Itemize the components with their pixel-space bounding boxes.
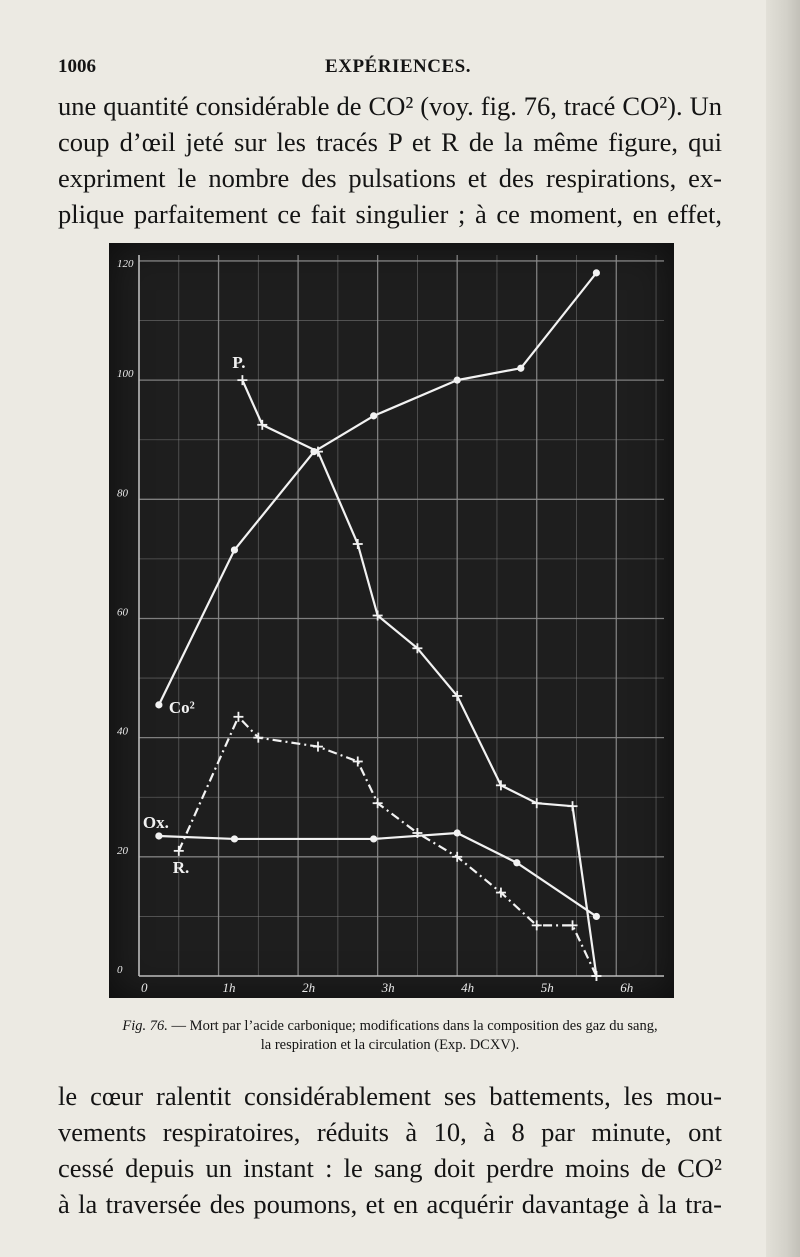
chart <box>109 243 674 998</box>
data-point <box>496 780 506 790</box>
paragraph-top <box>58 88 722 232</box>
data-point <box>454 377 461 384</box>
y-tick-label: 20 <box>117 844 128 857</box>
x-tick-label: 5h <box>540 980 554 995</box>
y-tick-label: 100 <box>117 368 134 381</box>
data-point <box>517 365 524 372</box>
data-point <box>593 913 600 920</box>
data-point <box>313 742 323 752</box>
figure-caption <box>70 1017 710 1055</box>
text-line: coup d’œil jeté sur les tracés P et R de la même figure, qui <box>58 127 722 157</box>
data-point <box>233 712 243 722</box>
data-point <box>370 412 377 419</box>
data-point <box>370 835 377 842</box>
running-head: EXPÉRIENCES. <box>325 56 471 77</box>
data-point <box>155 701 162 708</box>
data-point <box>231 546 238 553</box>
page-header <box>58 56 738 86</box>
x-tick-label: 6h <box>620 980 634 995</box>
caption-text: — Mort par l’acide carbonique; modifications dans la composition des gaz du sang, <box>171 1018 658 1034</box>
x-tick-label: 2h <box>302 980 316 995</box>
data-point <box>155 832 162 839</box>
series-line <box>179 717 597 976</box>
data-point <box>568 801 578 811</box>
page-number: 1006 <box>58 56 96 77</box>
data-point <box>591 971 601 981</box>
page-edge-shadow <box>766 0 800 1257</box>
x-tick-label: 4h <box>461 980 475 995</box>
text-line: expriment le nombre des pulsations et des respirations, ex- <box>58 163 722 193</box>
data-point <box>568 920 578 930</box>
y-tick-label: 60 <box>117 606 128 619</box>
paragraph-bottom <box>58 1078 722 1222</box>
data-point <box>593 269 600 276</box>
data-point <box>257 420 267 430</box>
series-label: Ox. <box>142 812 169 832</box>
text-line: à la traversée des poumons, et en acquérir davantage à la tra- <box>58 1189 722 1219</box>
data-point <box>174 846 184 856</box>
caption-text-line2: la respiration et la circulation (Exp. DCXV). <box>260 1037 520 1053</box>
text-line: cessé depuis un instant : le sang doit perdre moins de CO² <box>58 1153 722 1183</box>
y-tick-label: 80 <box>117 487 128 500</box>
y-tick-label: 40 <box>117 725 128 738</box>
data-point <box>532 798 542 808</box>
x-tick-label: 3h <box>381 980 395 995</box>
data-point <box>353 756 363 766</box>
series-label: P. <box>232 353 246 373</box>
data-point <box>231 835 238 842</box>
series-label: Co² <box>168 697 195 717</box>
x-tick-label: 0 <box>141 980 148 995</box>
text-line: plique parfaitement ce fait singulier ; à ce moment, en effet, <box>58 199 722 229</box>
caption-label: Fig. 76. <box>122 1018 168 1034</box>
data-point <box>454 829 461 836</box>
data-point <box>513 859 520 866</box>
series-label: R. <box>172 857 190 877</box>
x-tick-label: 1h <box>222 980 236 995</box>
data-point <box>353 539 363 549</box>
text-line: une quantité considérable de CO² (voy. fig. 76, tracé CO²). Un <box>58 91 722 121</box>
y-tick-label: 0 <box>117 964 123 976</box>
y-tick-label: 120 <box>117 257 134 270</box>
text-line: vements respiratoires, réduits à 10, à 8 par minute, ont <box>58 1117 722 1147</box>
data-point <box>237 375 247 385</box>
figure-76 <box>109 243 674 998</box>
data-point <box>253 733 263 743</box>
text-line: le cœur ralentit considérablement ses battements, les mou- <box>58 1081 722 1111</box>
